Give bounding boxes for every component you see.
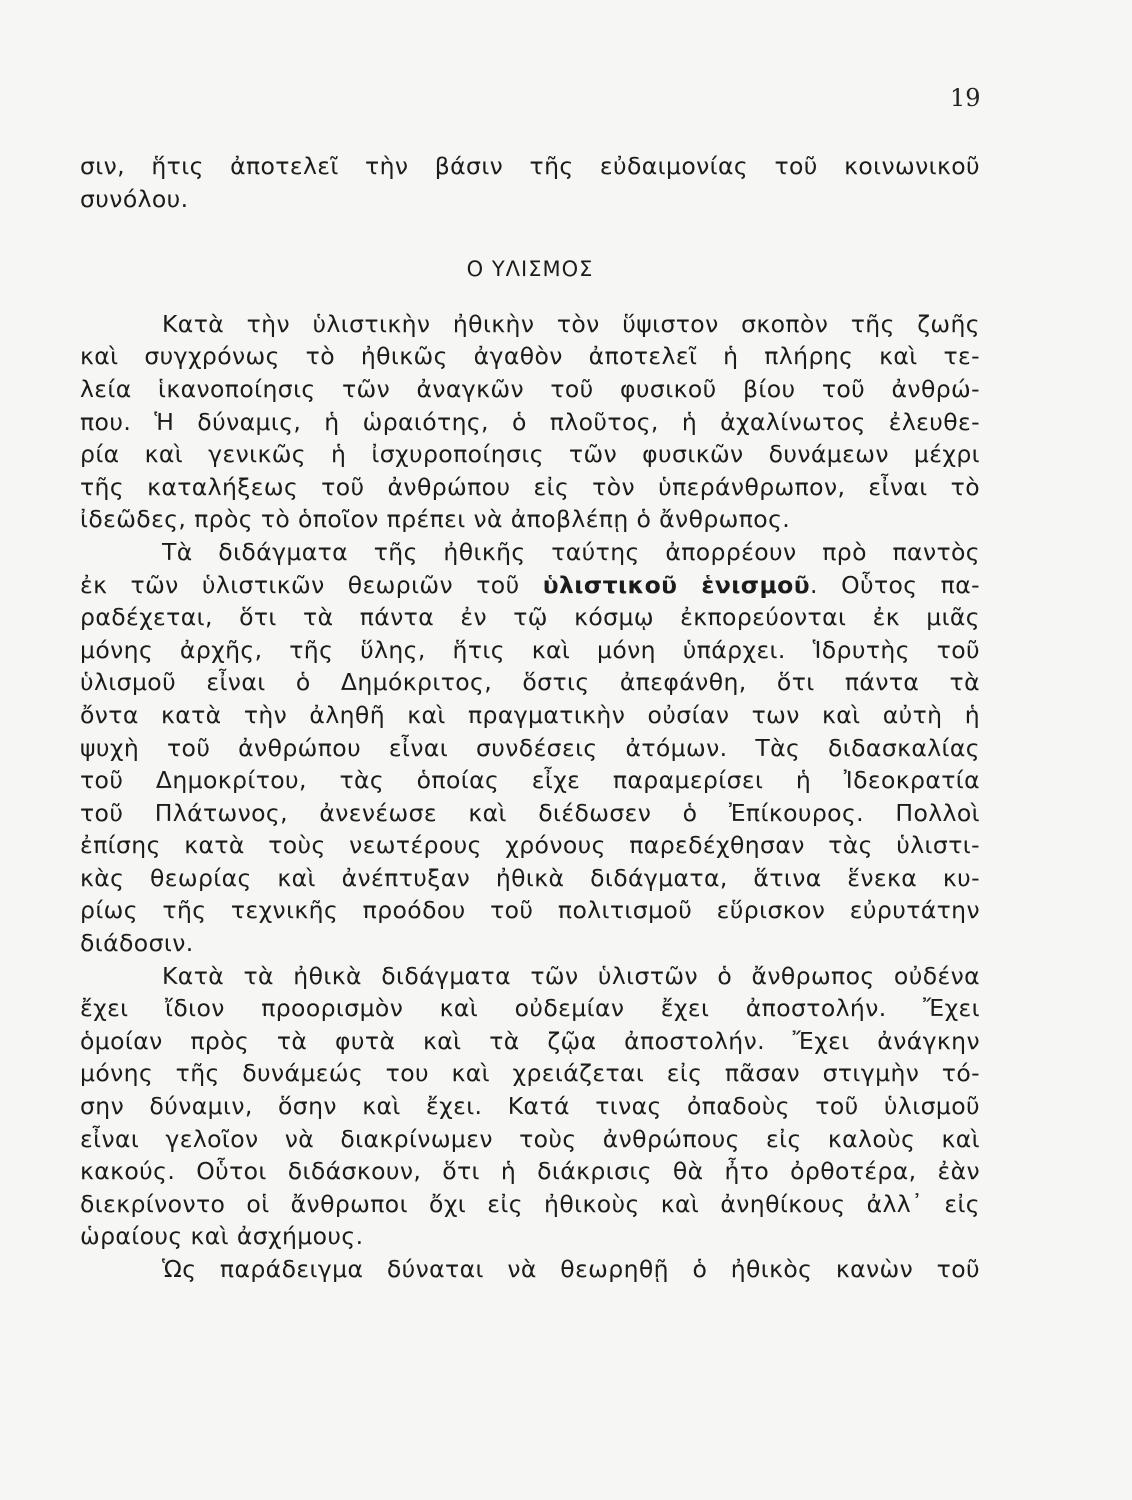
text-line: ρίως τῆς τεχνικῆς προόδου τοῦ πολιτισμοῦ εὕρισκον εὐρυτάτην	[80, 896, 980, 925]
text-line: ὑλισμοῦ εἶναι ὁ Δημόκριτος, ὅστις ἀπεφάνθη, ὅτι πάντα τὰ	[80, 668, 980, 697]
text-line: διάδοσιν.	[80, 929, 194, 958]
text-line: Ὡς παράδειγμα δύναται νὰ θεωρηθῇ ὁ ἠθικὸς κανὼν τοῦ	[162, 1255, 980, 1283]
text-segment: ἐκ τῶν ὑλιστικῶν θεωριῶν τοῦ	[80, 570, 543, 599]
text-line: ὡραίους καὶ ἀσχήμους.	[80, 1222, 364, 1251]
text-line: λεία ἱκανοποίησις τῶν ἀναγκῶν τοῦ φυσικοῦ βίου τοῦ ἀνθρώ-	[80, 374, 980, 403]
text-line: Κατὰ τὰ ἠθικὰ διδάγματα τῶν ὑλιστῶν ὁ ἄνθρωπος οὐδένα	[162, 961, 980, 990]
text-line: Κατὰ τὴν ὑλιστικὴν ἠθικὴν τὸν ὕψιστον σκοπὸν τῆς ζωῆς	[162, 309, 980, 338]
text-line: ψυχὴ τοῦ ἀνθρώπου εἶναι συνδέσεις ἀτόμων. Τὰς διδασκαλίας	[80, 733, 980, 762]
text-line: ὁμοίαν πρὸς τὰ φυτὰ καὶ τὰ ζῷα ἀποστολήν. Ἔχει ἀνάγκην	[80, 1026, 980, 1055]
text-line: διεκρίνοντο οἱ ἄνθρωποι ὄχι εἰς ἠθικοὺς καὶ ἀνηθίκους ἀλλ᾽ εἰς	[80, 1189, 980, 1218]
text-line: ὄντα κατὰ τὴν ἀληθῆ καὶ πραγματικὴν οὐσίαν των καὶ αὐτὴ ἡ	[80, 700, 980, 729]
text-line: ἰδεῶδες, πρὸς τὸ ὁποῖον πρέπει νὰ ἀποβλέπῃ ὁ ἄνθρωπος.	[80, 505, 791, 534]
text-line: τοῦ Πλάτωνος, ἀνενέωσε καὶ διέδωσεν ὁ Ἐπίκουρος. Πολλοὶ	[80, 798, 980, 827]
text-line	[80, 569, 980, 602]
text-line: εἶναι γελοῖον νὰ διακρίνωμεν τοὺς ἀνθρώπους εἰς καλοὺς καὶ	[80, 1124, 980, 1153]
text-line: κακούς. Οὗτοι διδάσκουν, ὅτι ἡ διάκρισις θὰ ἦτο ὀρθοτέρα, ἐὰν	[80, 1157, 980, 1186]
page-number: 19	[950, 84, 981, 112]
text-line: τοῦ Δημοκρίτου, τὰς ὁποίας εἶχε παραμερίσει ἡ Ἰδεοκρατία	[80, 766, 980, 795]
emphasized-term: ὑλιστικοῦ ἑνισμοῦ	[542, 570, 810, 599]
text-line: ραδέχεται, ὅτι τὰ πάντα ἐν τῷ κόσμῳ ἐκπορεύονται ἐκ μιᾶς	[80, 603, 980, 632]
text-line: τῆς καταλήξεως τοῦ ἀνθρώπου εἰς τὸν ὑπεράνθρωπον, εἶναι τὸ	[80, 472, 980, 501]
text-line: που. Ἡ δύναμις, ἡ ὡραιότης, ὁ πλοῦτος, ἡ ἀχαλίνωτος ἐλευθε-	[80, 407, 980, 436]
text-line: Τὰ διδάγματα τῆς ἠθικῆς ταύτης ἀπορρέουν πρὸ παντὸς	[162, 537, 980, 566]
text-line: ρία καὶ γενικῶς ἡ ἰσχυροποίησις τῶν φυσικῶν δυνάμεων μέχρι	[80, 440, 980, 469]
text-line: καὶ συγχρόνως τὸ ἠθικῶς ἀγαθὸν ἀποτελεῖ ἡ πλήρης καὶ τε-	[80, 342, 980, 371]
text-line: κὰς θεωρίας καὶ ἀνέπτυξαν ἠθικὰ διδάγματα, ἅτινα ἕνεκα κυ-	[80, 863, 980, 892]
text-line: συνόλου.	[80, 184, 189, 213]
text-line: μόνης τῆς δυνάμεώς του καὶ χρειάζεται εἰς πᾶσαν στιγμὴν τό-	[80, 1059, 980, 1088]
section-heading: Ο ΥΛΙΣΜΟΣ	[466, 257, 594, 282]
text-line: σην δύναμιν, ὅσην καὶ ἔχει. Κατά τινας ὀπαδοὺς τοῦ ὑλισμοῦ	[80, 1092, 980, 1121]
text-line: ἐπίσης κατὰ τοὺς νεωτέρους χρόνους παρεδέχθησαν τὰς ὑλιστι-	[80, 831, 980, 860]
body-text	[80, 150, 980, 1286]
text-line: σιν, ἥτις ἀποτελεῖ τὴν βάσιν τῆς εὐδαιμονίας τοῦ κοινωνικοῦ	[80, 152, 980, 180]
text-line: μόνης ἀρχῆς, τῆς ὕλης, ἥτις καὶ μόνη ὑπάρχει. Ἱδρυτὴς τοῦ	[80, 635, 980, 664]
text-segment: . Οὗτος πα-	[810, 570, 980, 599]
text-line: ἔχει ἴδιον προορισμὸν καὶ οὐδεμίαν ἔχει ἀποστολήν. Ἔχει	[80, 994, 980, 1023]
